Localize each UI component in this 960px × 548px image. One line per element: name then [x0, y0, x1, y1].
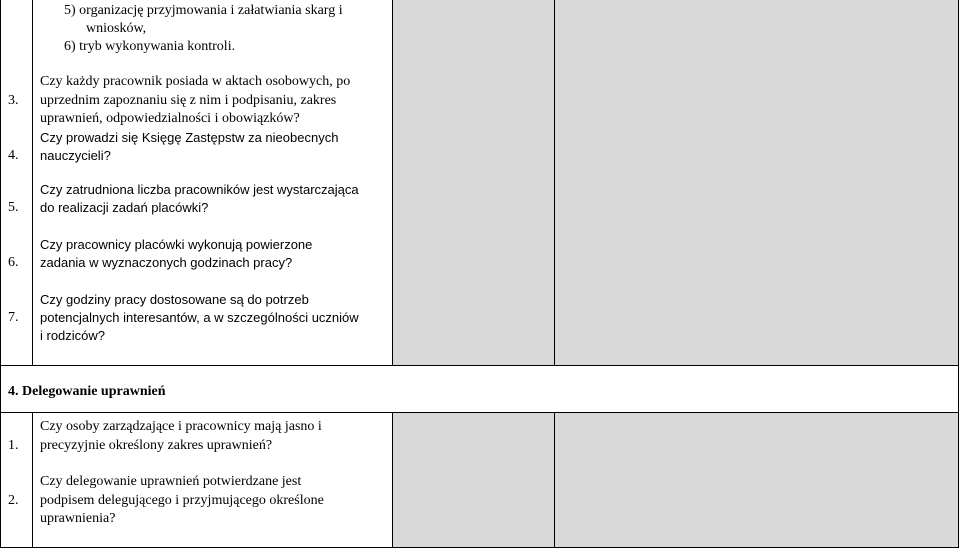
row-question-line: Czy pracownicy placówki wykonują powierzone [40, 237, 313, 252]
carryover-line-3: 6) tryb wykonywania kontroli. [64, 39, 236, 54]
section-row-question-line: podpisem delegującego i przyjmującego określone [40, 493, 324, 508]
row-number: 4. [8, 148, 19, 163]
row-question-line: i rodziców? [40, 328, 106, 343]
answer-column-no-shade-lower [555, 412, 958, 548]
answer-column-yes-shade-lower [393, 412, 554, 548]
section-row-question-line: precyzyjnie określony zakres uprawnień? [40, 438, 273, 453]
row-number: 7. [8, 310, 19, 325]
row-question-line: Czy zatrudniona liczba pracowników jest wystarczająca [40, 182, 359, 197]
section-row-number: 1. [8, 438, 19, 453]
row-number: 3. [8, 93, 19, 108]
section-row-number: 2. [8, 493, 19, 508]
row-number: 6. [8, 255, 19, 270]
row-number: 5. [8, 200, 19, 215]
row-question-line: nauczycieli? [40, 148, 111, 163]
carryover-line-1: 5) organizację przyjmowania i załatwiania skarg i [64, 3, 343, 18]
row-question-line: Czy prowadzi się Księgę Zastępstw za nieobecnych [40, 130, 339, 145]
carryover-line-2: wniosków, [86, 21, 147, 36]
row-question-line: do realizacji zadań placówki? [40, 200, 209, 215]
row-question-line: Czy każdy pracownik posiada w aktach osobowych, po [40, 74, 351, 89]
row-question-line: uprzednim zapoznaniu się z nim i podpisaniu, zakres [40, 93, 337, 108]
section-row-question-line: Czy osoby zarządzające i pracownicy mają jasno i [40, 419, 322, 434]
row-question-line: Czy godziny pracy dostosowane są do potrzeb [40, 292, 309, 307]
row-question-line: zadania w wyznaczonych godzinach pracy? [40, 255, 293, 270]
row-question-line: uprawnień, odpowiedzialności i obowiązków? [40, 111, 300, 126]
row-question-line: potencjalnych interesantów, a w szczególności uczniów [40, 310, 359, 325]
section-row-question-line: uprawnienia? [40, 511, 116, 526]
answer-column-yes-shade [393, 0, 554, 365]
answer-column-no-shade [555, 0, 958, 365]
section-row-question-line: Czy delegowanie uprawnień potwierdzane jest [40, 474, 302, 489]
section-title: 4. Delegowanie uprawnień [8, 384, 166, 399]
